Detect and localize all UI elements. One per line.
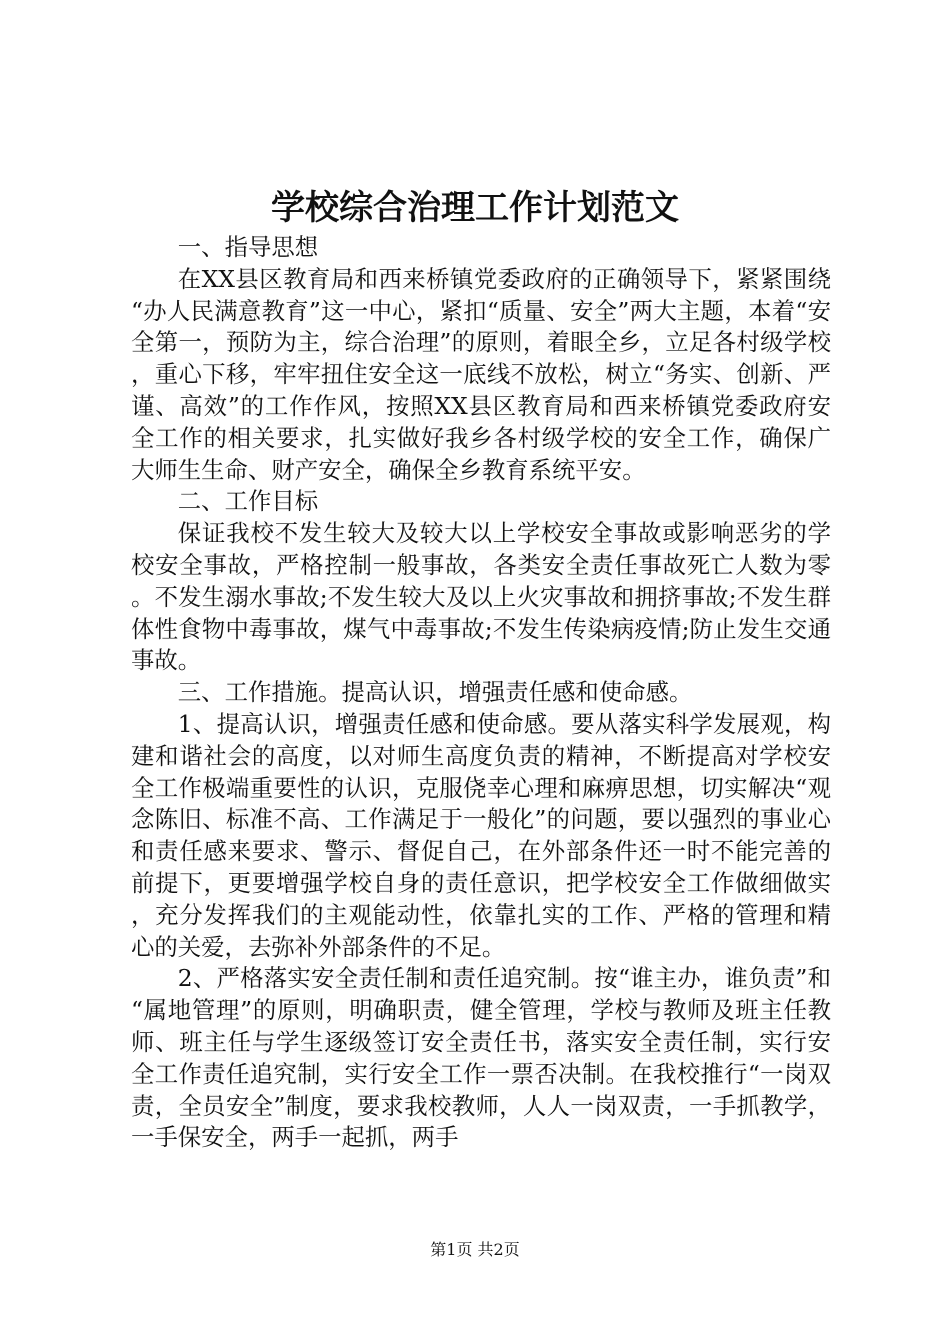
paragraph-guiding-ideology: 在XX县区教育局和西来桥镇党委政府的正确领导下，紧紧围绕“办人民满意教育”这一中心，紧扣“质量、安全”两大主题，本着“安全第一，预防为主，综合治理”的原则，着眼全乡，立足各村级学校，重心下移，牢牢扭住安全这一底线不放松，树立“务实、创新、严谨、高效”的工作作风，按照XX县区教育局和西来桥镇党委政府安全工作的相关要求，扎实做好我乡各村级学校的安全工作，确保广大师生生命、财产安全，确保全乡教育系统平安。 <box>131 264 831 484</box>
paragraph-measure-2: 2、严格落实安全责任制和责任追究制。按“谁主办，谁负责”和“属地管理”的原则，明确职责，健全管理，学校与教师及班主任教师、班主任与学生逐级签订安全责任书，落实安全责任制，实行安全工作责任追究制，实行安全工作一票否决制。在我校推行“一岗双责，全员安全”制度，要求我校教师，人人一岗双责，一手抓教学，一手保安全，两手一起抓，两手 <box>131 964 831 1152</box>
document-title: 学校综合治理工作计划范文 <box>271 188 679 228</box>
paragraph-measure-1: 1、提高认识，增强责任感和使命感。要从落实科学发展观，构建和谐社会的高度，以对师生高度负责的精神，不断提高对学校安全工作极端重要性的认识，克服侥幸心理和麻痹思想，切实解决“观念陈旧、标准不高、工作满足于一般化”的问题，要以强烈的事业心和责任感来要求、警示、督促自己，在外部条件还一时不能完善的前提下，更要增强学校自身的责任意识，把学校安全工作做细做实，充分发挥我们的主观能动性，依靠扎实的工作、严格的管理和精心的关爱，去弥补外部条件的不足。 <box>131 709 831 961</box>
section-heading-guiding-ideology: 一、指导思想 <box>177 233 319 261</box>
section-heading-work-goals: 二、工作目标 <box>177 487 319 516</box>
section-heading-work-measures: 三、工作措施。提高认识，增强责任感和使命感。 <box>177 678 693 707</box>
document-body <box>131 232 831 1154</box>
paragraph-work-goals: 保证我校不发生较大及较大以上学校安全事故或影响恶劣的学校安全事故，严格控制一般事故，各类安全责任事故死亡人数为零。不发生溺水事故;不发生较大及以上火灾事故和拥挤事故;不发生群体性食物中毒事故，煤气中毒事故;不发生传染病疫情;防止发生交通事故。 <box>131 519 831 675</box>
page-number-footer: 第1页 共2页 <box>430 1240 520 1259</box>
